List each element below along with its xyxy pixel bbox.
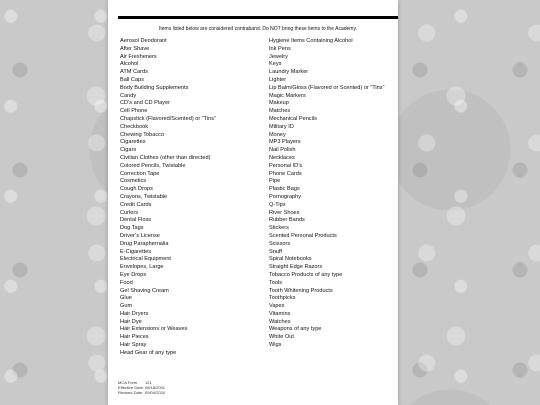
contraband-item: Personal ID’s <box>269 162 303 169</box>
contraband-item: Food <box>120 279 133 286</box>
contraband-item: Gum <box>120 303 133 310</box>
contraband-item: E-Cigarettes <box>120 248 152 255</box>
contraband-item: Cell Phone <box>120 108 148 115</box>
contraband-item: Scented Personal Products <box>269 232 337 239</box>
contraband-item: Plastic Bags <box>269 186 300 193</box>
contraband-item: Makeup <box>269 100 289 107</box>
contraband-item: Gel Shaving Cream <box>120 287 169 294</box>
contraband-item: Q-Tips <box>269 201 286 208</box>
contraband-item: Laundry Marker <box>269 69 309 76</box>
contraband-item: Aerosol Deodorant <box>120 38 167 44</box>
contraband-item: Cigarettes <box>120 139 146 146</box>
contraband-item: Hair Dryers <box>120 310 149 317</box>
contraband-item: Wigs <box>269 342 282 349</box>
contraband-item: Hygiene Items Containing Alcohol <box>269 38 353 44</box>
contraband-item: Money <box>269 131 286 138</box>
contraband-item: Civilian Clothes (other than directed) <box>120 154 211 161</box>
contraband-item: Chapstick (Flavored/Scented) or “Tins” <box>120 115 216 122</box>
contraband-item: Envelopes, Large <box>120 264 164 271</box>
contraband-item: Jewelry <box>269 53 288 60</box>
contraband-item: Ink Pens <box>269 45 291 52</box>
contraband-item: Magic Markers <box>269 92 306 99</box>
footer-label: Effective Date: <box>118 385 144 390</box>
contraband-item: Scissors <box>269 240 291 247</box>
contraband-item: Cigars <box>120 147 137 154</box>
footer-value: 09/04/2020 <box>145 390 166 395</box>
contraband-item: Straight Edge Razors <box>269 264 323 271</box>
contraband-notice: Items listed below are considered contraband. Do NOT bring these items to the Academy. <box>159 26 357 32</box>
contraband-item: Stickers <box>269 225 289 232</box>
contraband-item: Electrical Equipment <box>120 256 171 263</box>
contraband-item: Watches <box>269 318 291 325</box>
contraband-item: CD’s and CD Player <box>120 100 170 107</box>
footer-row-revised-date <box>118 390 165 395</box>
document-page <box>108 0 398 405</box>
contraband-item: Dental Floss <box>120 217 152 224</box>
contraband-item: Keys <box>269 61 282 68</box>
contraband-item: Toothpicks <box>269 295 296 302</box>
footer-label: Revised Date: <box>118 390 144 395</box>
contraband-list-left <box>120 38 216 358</box>
contraband-item: Alcohol <box>120 61 139 68</box>
contraband-item: ATM Cards <box>120 69 148 76</box>
footer-value: 121 <box>145 380 152 385</box>
contraband-item: Ball Caps <box>120 76 144 83</box>
contraband-item: River Shoes <box>269 209 300 216</box>
contraband-item: Curlers <box>120 209 139 216</box>
contraband-item: Phone Cards <box>269 170 302 177</box>
contraband-item: After Shave <box>120 45 150 52</box>
contraband-item: Spiral Notebooks <box>269 256 312 263</box>
contraband-item: Military ID <box>269 123 294 130</box>
footer-value: 08/18/2001 <box>145 385 166 390</box>
contraband-item: Credit Cards <box>120 201 152 208</box>
contraband-item: Tooth Whitening Products <box>269 287 333 294</box>
contraband-list-right <box>269 38 384 350</box>
contraband-item: Pipe <box>269 178 281 185</box>
contraband-item: White Out <box>269 334 294 341</box>
contraband-item: Dog Tags <box>120 225 144 232</box>
contraband-item: Crayons, Twistable <box>120 193 168 200</box>
contraband-item: Hair Spray <box>120 342 147 349</box>
contraband-item: Weapons of any type <box>269 326 322 333</box>
contraband-item: Correction Tape <box>120 170 160 177</box>
form-footer <box>118 380 165 395</box>
contraband-item: Chewing Tobacco <box>120 131 165 138</box>
contraband-item: Candy <box>120 92 137 99</box>
contraband-item: Checkbook <box>120 123 148 130</box>
contraband-item: Lighter <box>269 76 287 83</box>
contraband-item: Matches <box>269 108 291 115</box>
contraband-item: Vapes <box>269 303 285 310</box>
contraband-item: Cough Drops <box>120 186 153 193</box>
contraband-item: Nail Polish <box>269 147 296 154</box>
contraband-item: Tools <box>269 279 283 286</box>
contraband-item: Head Gear of any type <box>120 349 177 356</box>
contraband-item: Drug Paraphernalia <box>120 240 169 247</box>
contraband-item: Pornography <box>269 193 302 200</box>
contraband-item: Lip Balm/Gloss (Flavored or Scented) or “Tins” <box>269 84 385 91</box>
contraband-item: Body Building Supplements <box>120 84 189 91</box>
contraband-item: Vitamins <box>269 310 291 317</box>
contraband-item: Eye Drops <box>120 271 147 278</box>
contraband-item: Hair Extensions or Weaves <box>120 326 188 333</box>
contraband-item: Tobacco Products of any type <box>269 271 343 278</box>
contraband-item: Mechanical Pencils <box>269 115 317 122</box>
footer-label: MCA Form <box>118 380 138 385</box>
contraband-item: Hair Pieces <box>120 334 149 341</box>
contraband-item: Rubber Bands <box>269 217 305 224</box>
contraband-item: Cosmetics <box>120 178 147 185</box>
contraband-item: Necklaces <box>269 154 295 161</box>
contraband-item: MP3 Players <box>269 139 301 146</box>
contraband-item: Colored Pencils, Twistable <box>120 162 186 169</box>
contraband-item: Driver’s License <box>120 232 160 239</box>
contraband-item: Snuff <box>269 248 282 255</box>
contraband-item: Air Fresheners <box>120 53 157 60</box>
contraband-item: Hair Dye <box>120 318 142 325</box>
header-rule <box>118 16 398 19</box>
contraband-item: Glue <box>120 295 132 302</box>
